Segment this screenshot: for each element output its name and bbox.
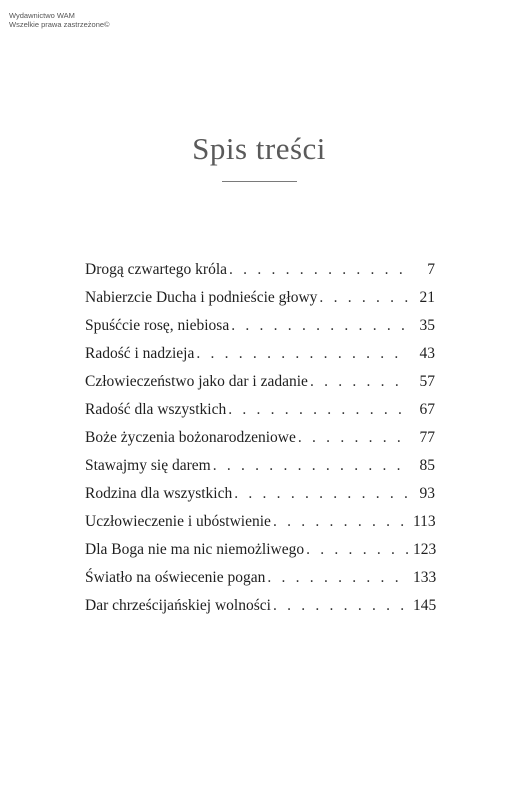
toc-dot-leader [228,396,409,424]
toc-entry-title: Dla Boga nie ma nic niemożliwego [85,541,305,558]
toc-entry [85,452,435,480]
toc-entry-page: 133 [413,569,437,586]
toc-entry [85,340,435,368]
toc-dot-leader [310,368,409,396]
toc-entry-page: 43 [419,345,435,362]
toc-dot-leader [273,592,409,620]
toc-entry [85,284,435,312]
watermark-publisher: Wydawnictwo WAM [9,11,75,20]
publisher-watermark [9,11,110,29]
toc-entry-page: 145 [413,597,437,614]
toc-entry-title: Drogą czwartego króla [85,261,228,278]
toc-entry [85,396,435,424]
watermark-copyright: Wszelkie prawa zastrzeżone© [9,20,110,29]
toc-entry-title: Nabierzcie Ducha i podnieście głowy [85,289,318,306]
page-title: Spis treści [192,131,326,166]
toc-entry-page: 93 [419,485,435,502]
toc-entry-title: Radość i nadzieja [85,345,195,362]
toc-entry-title: Uczłowieczenie i ubóstwienie [85,513,271,530]
toc-dot-leader [231,312,409,340]
toc-dot-leader [234,480,409,508]
toc-entry [85,508,435,536]
toc-dot-leader [213,452,409,480]
toc-dot-leader [229,256,409,284]
toc-entry-title: Rodzina dla wszystkich [85,485,233,502]
title-divider [222,181,297,182]
toc-entry [85,368,435,396]
toc-entry-title: Człowieczeństwo jako dar i zadanie [85,373,308,390]
toc-entry [85,480,435,508]
toc-entry [85,564,435,592]
toc-entry-page: 67 [419,401,435,418]
toc-entry-page: 21 [419,289,435,306]
toc-entry-page: 77 [419,429,435,446]
toc-entry-page: 113 [413,513,436,530]
toc-dot-leader [267,564,409,592]
toc-dot-leader [298,424,409,452]
toc-entry-title: Boże życzenia bożonarodzeniowe [85,429,296,446]
toc-dot-leader [273,508,409,536]
toc-entry-title: Radość dla wszystkich [85,401,227,418]
toc-entry-title: Spuśćcie rosę, niebiosa [85,317,230,334]
toc-entry [85,256,435,284]
toc-dot-leader [319,284,409,312]
toc-dot-leader [306,536,409,564]
table-of-contents [85,256,435,620]
toc-entry [85,536,435,564]
toc-entry-title: Stawajmy się darem [85,457,211,474]
toc-entry-page: 7 [427,261,435,278]
toc-entry-page: 85 [419,457,435,474]
toc-entry-title: Światło na oświecenie pogan [85,569,266,586]
toc-entry-page: 35 [419,317,435,334]
toc-entry-title: Dar chrześcijańskiej wolności [85,597,271,614]
toc-entry [85,592,435,620]
toc-entry [85,424,435,452]
toc-dot-leader [196,340,409,368]
toc-entry-page: 57 [419,373,435,390]
toc-entry [85,312,435,340]
toc-entry-page: 123 [413,541,437,558]
